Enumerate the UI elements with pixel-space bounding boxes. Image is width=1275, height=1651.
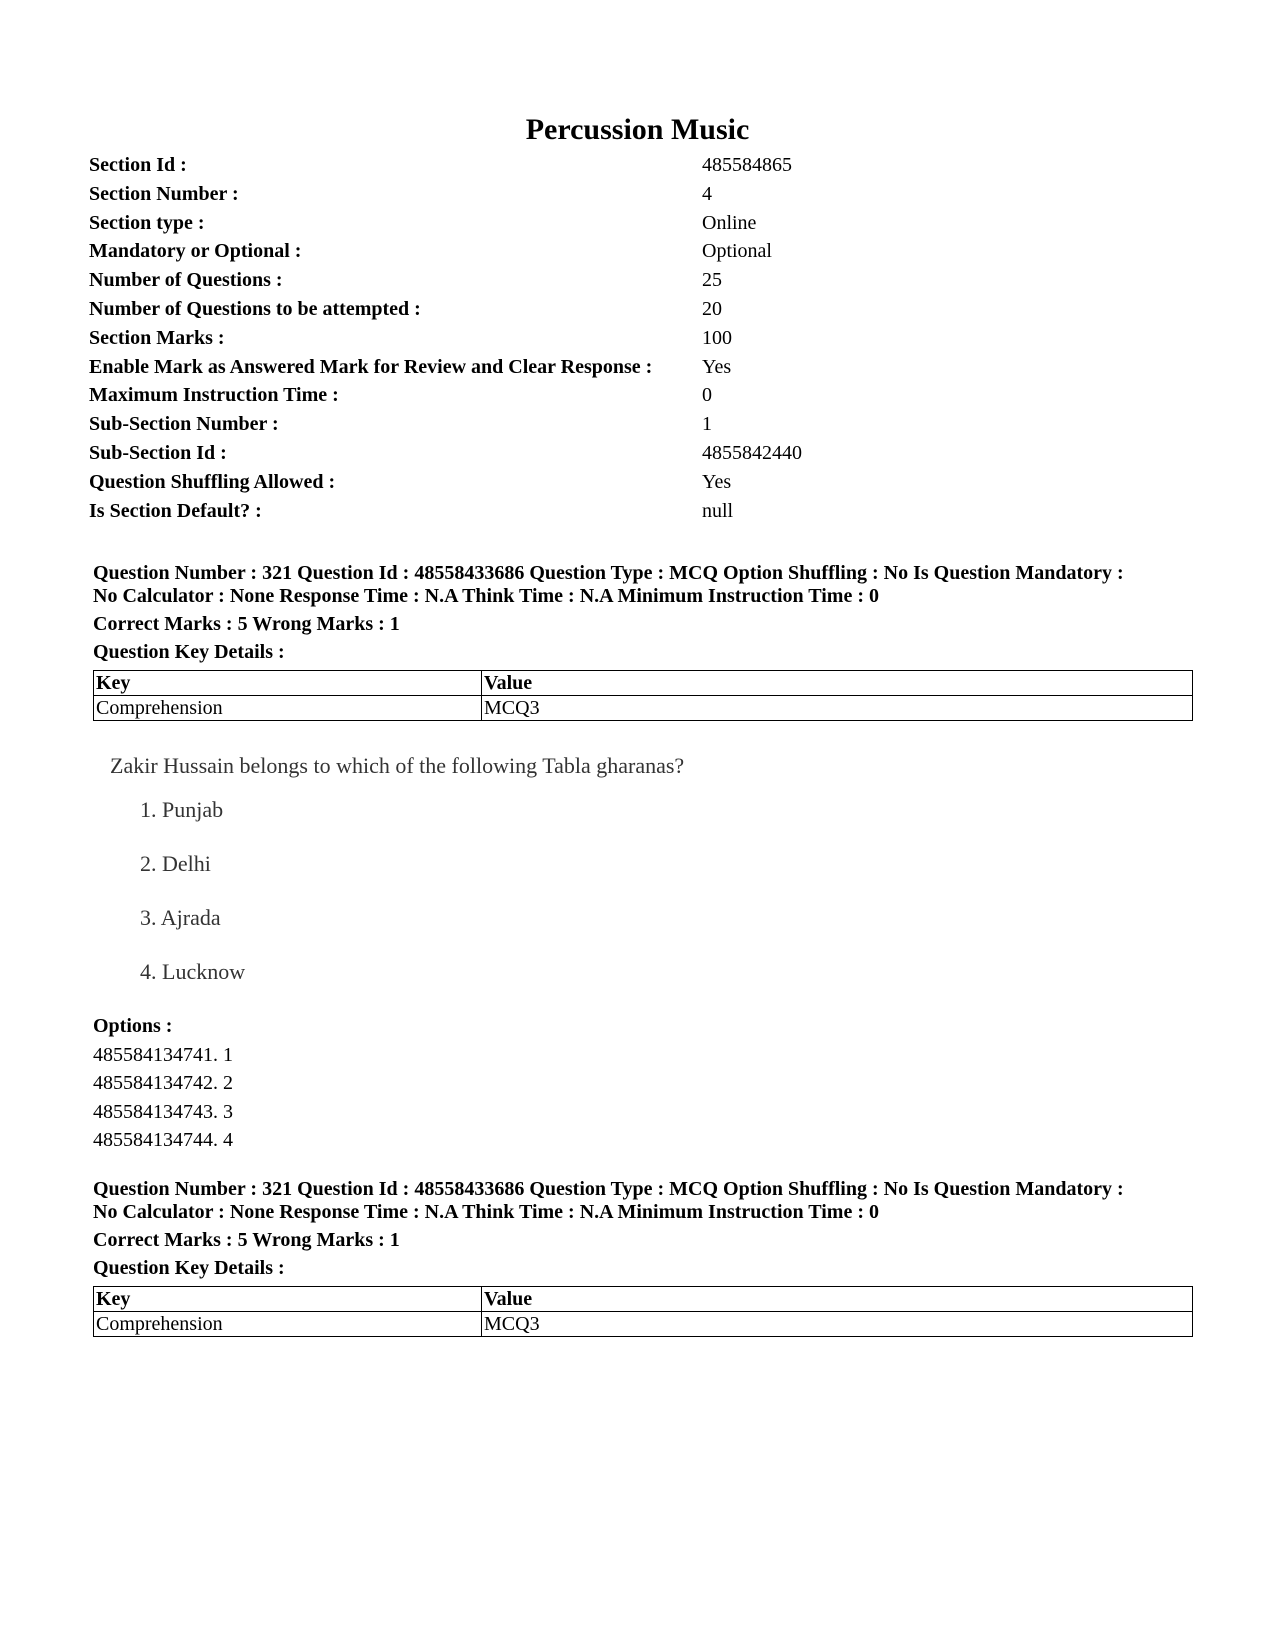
info-label: Section type : <box>89 211 205 234</box>
question-choice: 4. Lucknow <box>140 959 246 984</box>
info-value: 20 <box>702 297 722 320</box>
question-choice: 1. Punjab <box>140 797 224 822</box>
info-row <box>89 212 889 241</box>
table-header-cell: Key <box>94 1287 482 1312</box>
info-value: 0 <box>702 384 712 407</box>
question-content <box>110 752 810 1012</box>
question-choice: 3. Ajrada <box>140 905 221 930</box>
page-title: Percussion Music <box>525 113 750 146</box>
info-row <box>89 471 889 500</box>
option-item: 485584134744. 4 <box>93 1129 233 1151</box>
info-row <box>89 500 889 529</box>
table-header-cell: Value <box>482 1287 1193 1312</box>
options-list <box>93 1012 233 1155</box>
info-label: Section Number : <box>89 182 239 205</box>
info-label: Sub-Section Id : <box>89 441 227 464</box>
info-value: 1 <box>702 413 712 436</box>
info-label: Question Shuffling Allowed : <box>89 470 336 493</box>
info-value: 485584865 <box>702 154 792 176</box>
info-value: 4 <box>702 182 712 205</box>
table-cell: MCQ3 <box>482 696 1193 721</box>
key-details-label: Question Key Details : <box>93 641 285 663</box>
info-label: Sub-Section Number : <box>89 413 279 436</box>
info-row <box>89 240 889 269</box>
info-value: Yes <box>702 355 732 378</box>
question-meta-line: No Calculator : None Response Time : N.A Think Time : N.A Minimum Instruction Time : 0 <box>93 1201 879 1223</box>
table-row <box>94 696 1193 721</box>
info-row <box>89 154 889 183</box>
info-label: Number of Questions to be attempted : <box>89 297 421 320</box>
question-header <box>93 1178 1203 1337</box>
info-row <box>89 269 889 298</box>
info-value: null <box>702 499 734 522</box>
option-item: 485584134741. 1 <box>93 1043 233 1066</box>
table-cell: MCQ3 <box>482 1312 1193 1337</box>
question-header <box>93 562 1203 721</box>
info-row <box>89 183 889 212</box>
question-marks: Correct Marks : 5 Wrong Marks : 1 <box>93 613 400 635</box>
question-text: Zakir Hussain belongs to which of the following Tabla gharanas? <box>110 753 685 778</box>
table-header-row <box>94 671 1193 696</box>
info-label: Mandatory or Optional : <box>89 240 302 263</box>
table-cell: Comprehension <box>94 696 482 721</box>
info-value: 4855842440 <box>702 441 802 464</box>
info-row <box>89 384 889 413</box>
info-label: Enable Mark as Answered Mark for Review and Clear Response : <box>89 355 653 378</box>
info-row <box>89 356 889 385</box>
options-label: Options : <box>93 1015 173 1037</box>
question-meta-line: Question Number : 321 Question Id : 48558433686 Question Type : MCQ Option Shuffling : No Is Question Mandatory : <box>93 562 1124 584</box>
info-value: Optional <box>702 240 772 263</box>
table-header-cell: Key <box>94 671 482 696</box>
info-value: 25 <box>702 269 722 292</box>
info-label: Section Marks : <box>89 326 225 349</box>
info-row <box>89 327 889 356</box>
info-row <box>89 413 889 442</box>
info-label: Is Section Default? : <box>89 499 262 522</box>
info-value: Online <box>702 211 757 234</box>
info-label: Section Id : <box>89 154 187 176</box>
info-value: 100 <box>702 326 732 349</box>
info-row <box>89 442 889 471</box>
table-cell: Comprehension <box>94 1312 482 1337</box>
option-item: 485584134743. 3 <box>93 1100 233 1123</box>
table-header-cell: Value <box>482 671 1193 696</box>
key-details-label: Question Key Details : <box>93 1257 285 1279</box>
key-details-table <box>93 670 1193 721</box>
table-row <box>94 1312 1193 1337</box>
question-marks: Correct Marks : 5 Wrong Marks : 1 <box>93 1229 400 1251</box>
info-row <box>89 298 889 327</box>
info-value: Yes <box>702 470 732 493</box>
table-header-row <box>94 1287 1193 1312</box>
option-item: 485584134742. 2 <box>93 1072 233 1094</box>
key-details-table <box>93 1286 1193 1337</box>
question-choice: 2. Delhi <box>140 851 211 876</box>
info-label: Maximum Instruction Time : <box>89 384 339 407</box>
question-meta-line: No Calculator : None Response Time : N.A Think Time : N.A Minimum Instruction Time : 0 <box>93 585 879 607</box>
info-label: Number of Questions : <box>89 269 283 292</box>
question-meta-line: Question Number : 321 Question Id : 48558433686 Question Type : MCQ Option Shuffling : No Is Question Mandatory : <box>93 1178 1124 1200</box>
section-info-table <box>89 154 889 528</box>
